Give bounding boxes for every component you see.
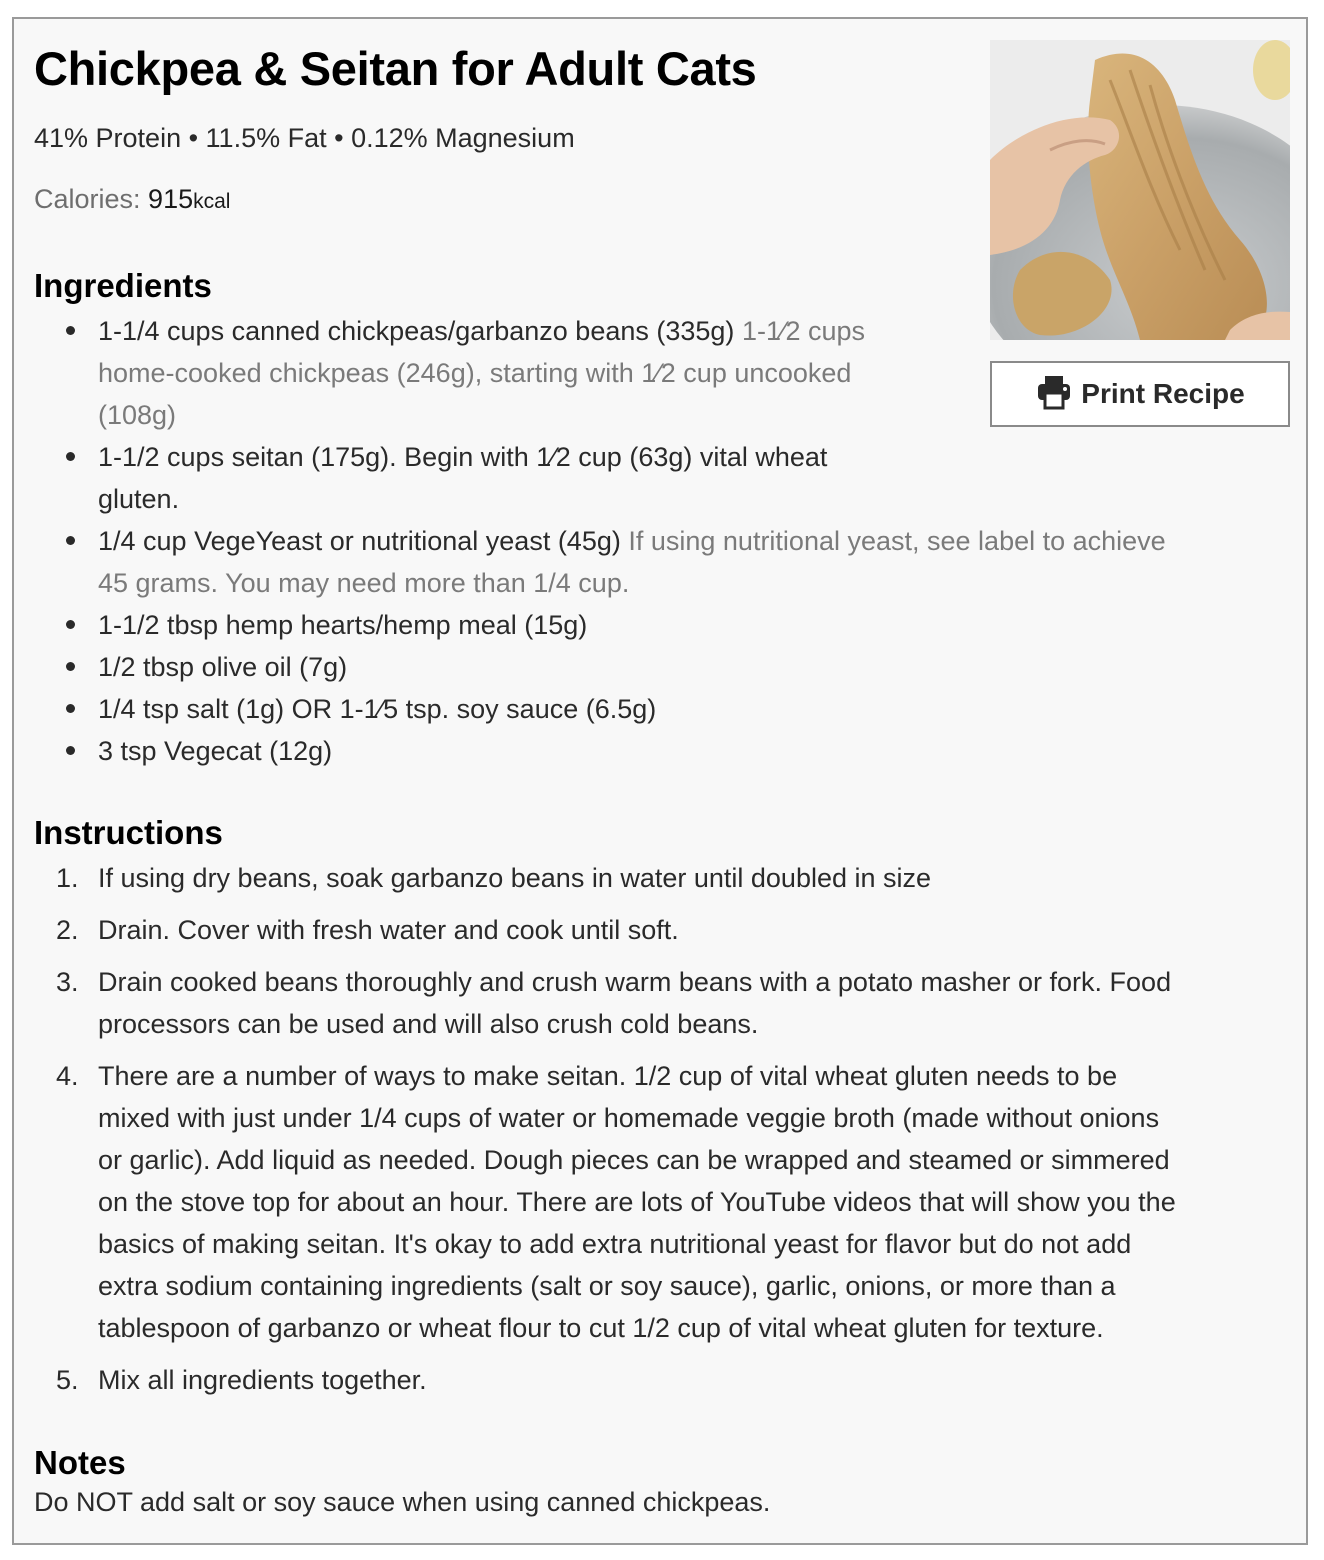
step-number: 4.: [56, 1061, 79, 1091]
notes-text: Do NOT add salt or soy sauce when using canned chickpeas.: [34, 1487, 771, 1517]
recipe-photo: [990, 40, 1290, 340]
step-text: If using dry beans, soak garbanzo beans in water until doubled in size: [98, 863, 932, 893]
step-text: Mix all ingredients together.: [98, 1365, 427, 1395]
step-text: Drain. Cover with fresh water and cook until soft.: [98, 915, 679, 945]
calories-value: 915: [148, 184, 194, 214]
ingredient-text: 1-1/2 tbsp hemp hearts/hemp meal (15g): [98, 610, 588, 640]
list-bullet: [66, 746, 75, 755]
step-text: There are a number of ways to make seitan. 1/2 cup of vital wheat gluten needs to be: [98, 1061, 1118, 1091]
ingredient-note: 45 grams. You may need more than 1/4 cup.: [98, 568, 630, 598]
step-text: Drain cooked beans thoroughly and crush warm beans with a potato masher or fork. Food: [98, 967, 1172, 997]
step-text: or garlic). Add liquid as needed. Dough pieces can be wrapped and steamed or simmered: [98, 1145, 1170, 1175]
instruction-step: [34, 1055, 1294, 1349]
ingredient-item: [34, 436, 1166, 520]
instructions-heading: Instructions: [34, 814, 223, 851]
step-text: basics of making seitan. It's okay to add extra nutritional yeast for flavor but do not add: [98, 1229, 1132, 1259]
ingredient-text: gluten.: [98, 484, 180, 514]
ingredient-item: [34, 730, 1166, 772]
list-bullet: [66, 662, 75, 671]
list-bullet: [66, 452, 75, 461]
ingredient-item: [34, 310, 1166, 436]
ingredient-text: 1-1/2 cups seitan (175g). Begin with 1⁄2 cup (63g) vital wheat: [98, 442, 828, 472]
ingredient-text: 3 tsp Vegecat (12g): [98, 736, 333, 766]
list-bullet: [66, 704, 75, 713]
ingredient-note: 1-1⁄2 cups: [741, 316, 866, 346]
nutrition-summary: 41% Protein • 11.5% Fat • 0.12% Magnesium: [34, 123, 575, 153]
ingredient-item: [34, 604, 1166, 646]
ingredient-item: [34, 688, 1166, 730]
ingredient-text: 1/4 cup VegeYeast or nutritional yeast (45g): [98, 526, 629, 556]
calories-line: [34, 184, 230, 215]
recipe-card: [12, 17, 1308, 1545]
instruction-step: [34, 909, 1294, 951]
calories-label: Calories:: [34, 184, 149, 214]
step-text: mixed with just under 1/4 cups of water or homemade veggie broth (made without onions: [98, 1103, 1160, 1133]
instruction-step: [34, 1359, 1294, 1401]
ingredient-text: 1/4 tsp salt (1g) OR 1-1⁄5 tsp. soy sauce (6.5g): [98, 694, 657, 724]
ingredient-text: 1/2 tbsp olive oil (7g): [98, 652, 348, 682]
instructions-list: [34, 857, 1294, 1411]
ingredient-note: (108g): [98, 400, 177, 430]
ingredients-list: [34, 310, 1166, 772]
step-text: extra sodium containing ingredients (salt or soy sauce), garlic, onions, or more than a: [98, 1271, 1116, 1301]
list-bullet: [66, 536, 75, 545]
step-number: 2.: [56, 915, 79, 945]
instruction-step: [34, 857, 1294, 899]
step-number: 3.: [56, 967, 79, 997]
instruction-step: [34, 961, 1294, 1045]
step-text: processors can be used and will also crush cold beans.: [98, 1009, 759, 1039]
ingredient-note: home-cooked chickpeas (246g), starting with 1⁄2 cup uncooked: [98, 358, 852, 388]
step-number: 1.: [56, 863, 79, 893]
list-bullet: [66, 326, 75, 335]
notes-heading: Notes: [34, 1444, 126, 1481]
step-text: tablespoon of garbanzo or wheat flour to cut 1/2 cup of vital wheat gluten for texture.: [98, 1313, 1104, 1343]
recipe-title: Chickpea & Seitan for Adult Cats: [34, 42, 757, 95]
step-text: on the stove top for about an hour. There are lots of YouTube videos that will show you the: [98, 1187, 1176, 1217]
print-recipe-label: Print Recipe: [1081, 378, 1245, 409]
ingredient-text: 1-1/4 cups canned chickpeas/garbanzo beans (335g): [98, 316, 742, 346]
list-bullet: [66, 620, 75, 629]
ingredient-item: [34, 646, 1166, 688]
step-number: 5.: [56, 1365, 79, 1395]
ingredient-note: If using nutritional yeast, see label to achieve: [628, 526, 1166, 556]
calories-unit: kcal: [193, 190, 231, 213]
ingredients-heading: Ingredients: [34, 267, 212, 304]
ingredient-item: [34, 520, 1166, 604]
